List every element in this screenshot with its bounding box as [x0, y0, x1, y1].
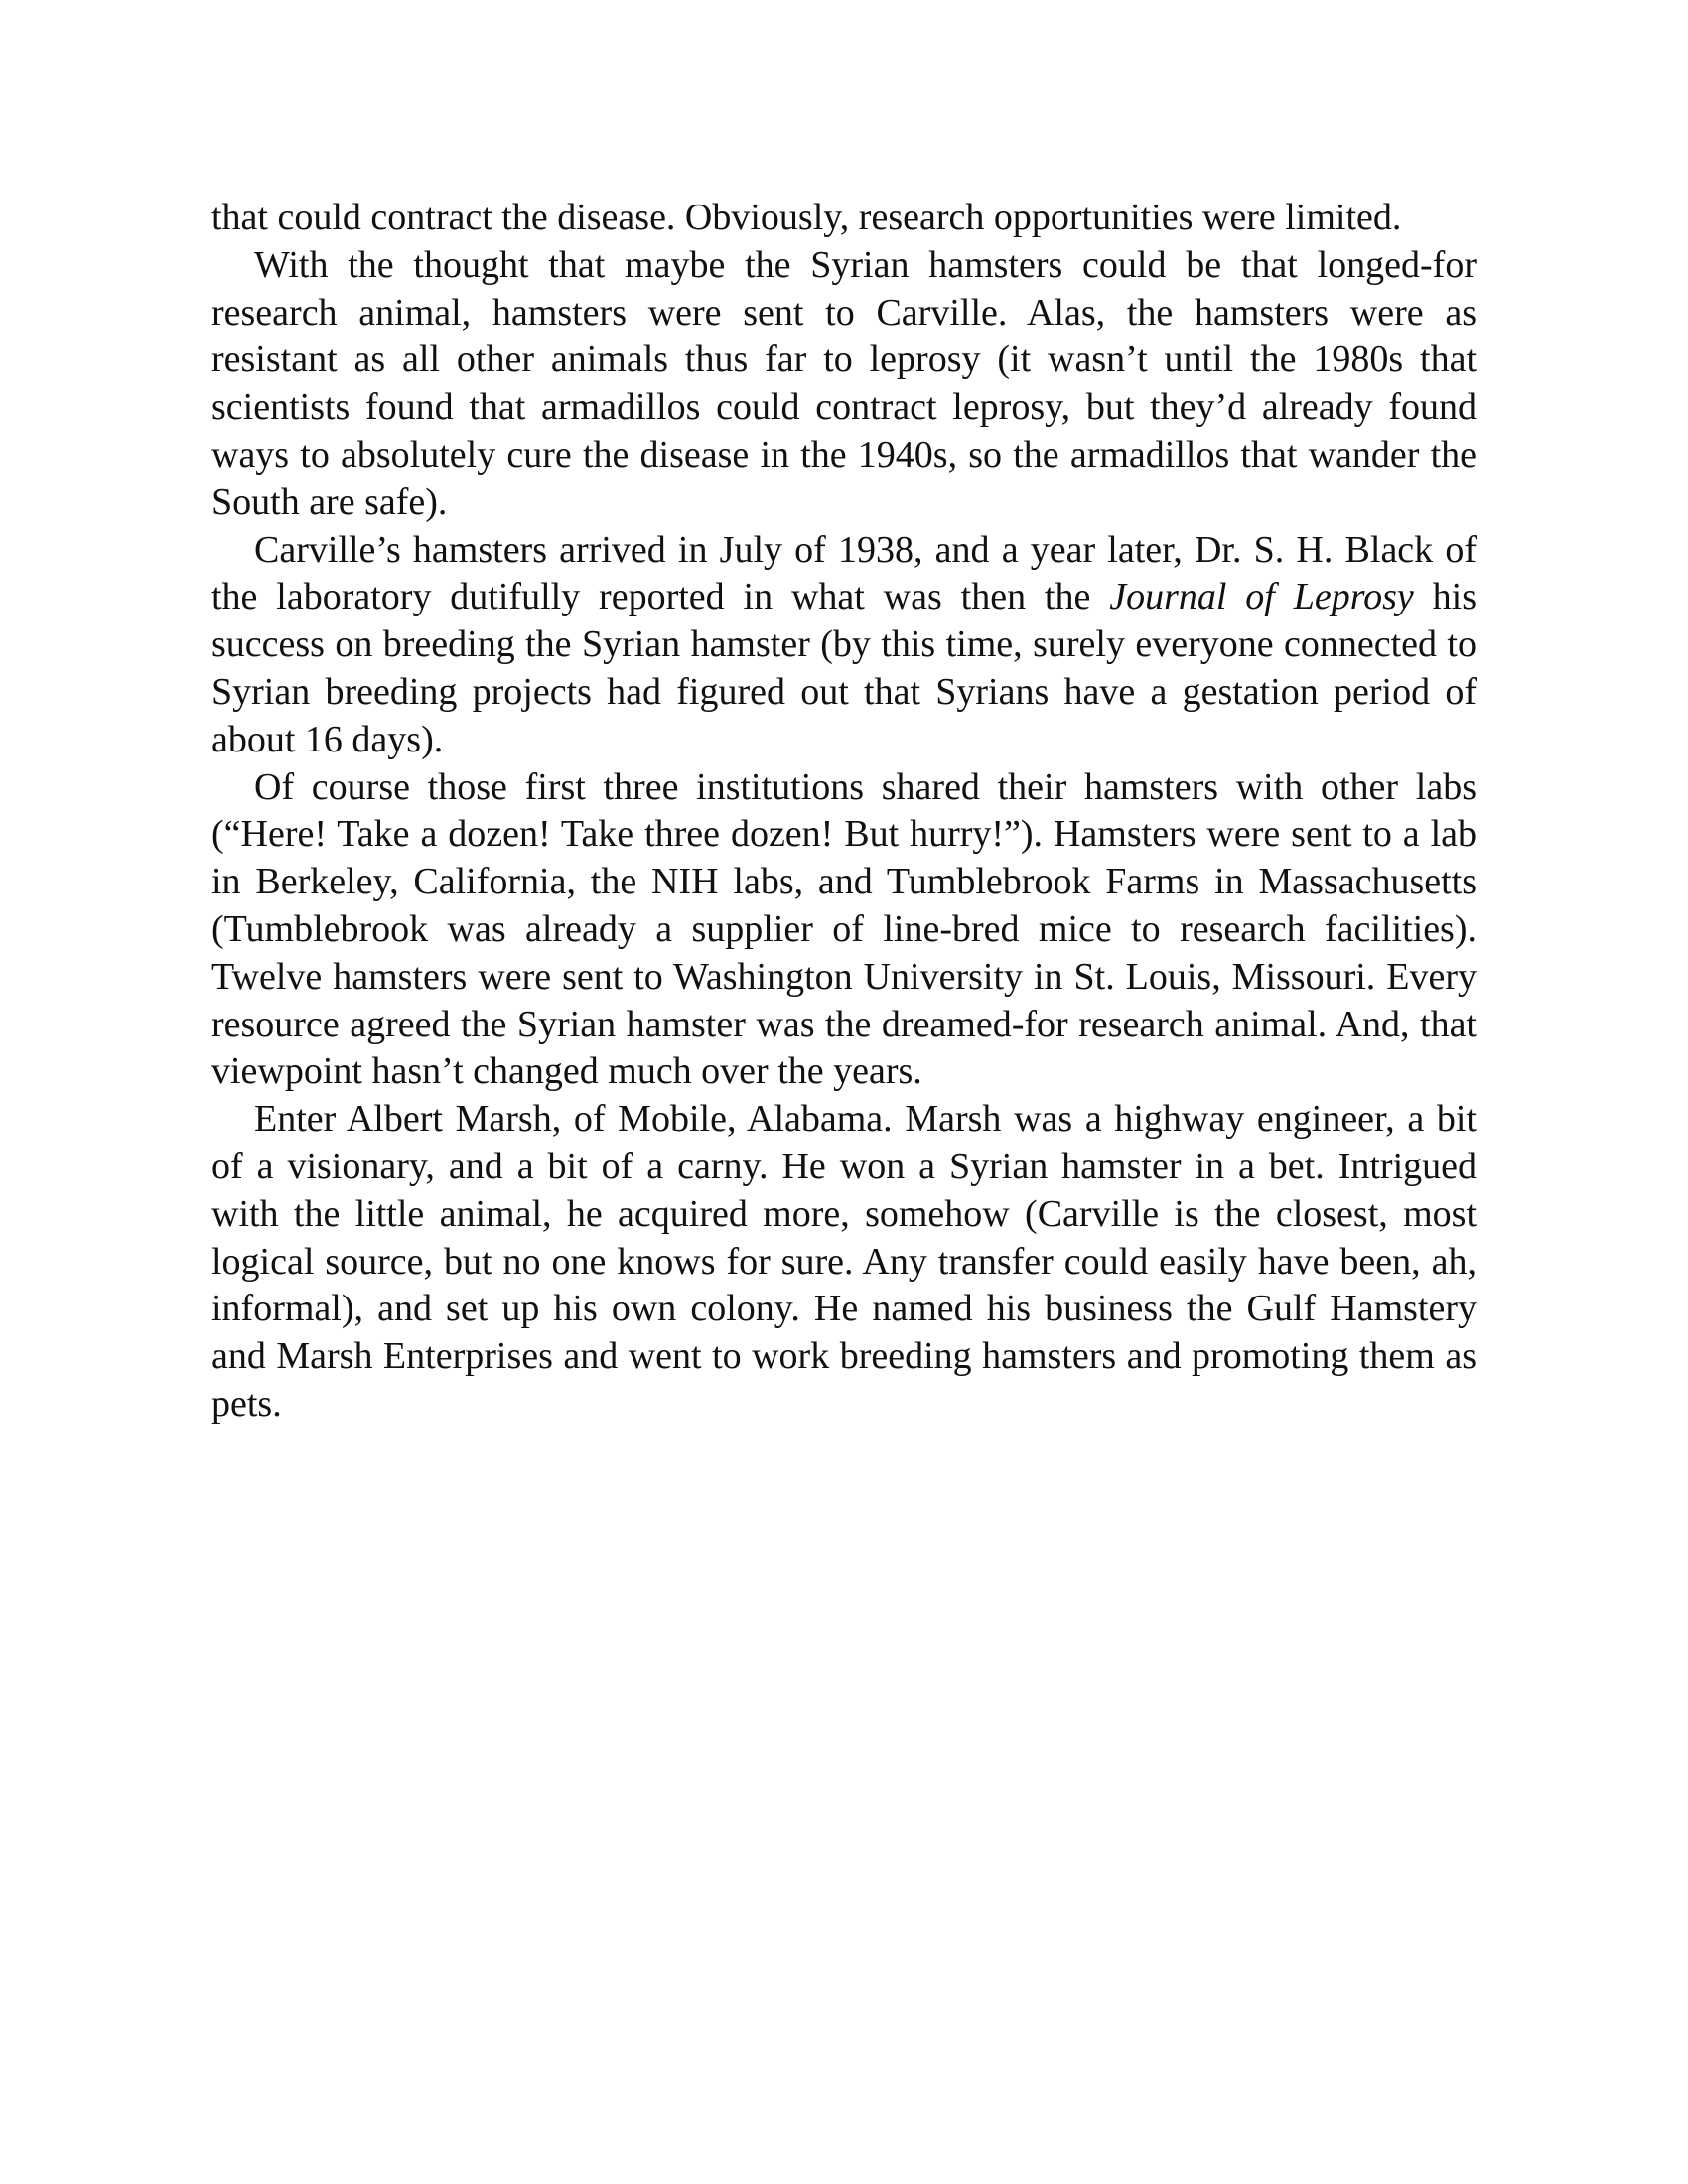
paragraph-journal-report-end: his success on breeding the Syrian hamster (by this time, surely everyone connected to Syrian breeding projects had figured out that Syrians have a gestation period of about 16 days). [211, 576, 1477, 760]
journal-title: Journal of Leprosy [1109, 576, 1414, 618]
paragraph-continued: that could contract the disease. Obviously, research opportunities were limited. [211, 197, 1402, 238]
paragraph-journal-report [211, 527, 1477, 764]
paragraph-institutions: Of course those first three institutions shared their hamsters with other labs (“Here! Take a dozen! Take three dozen! But hurry!”). Hamsters were sent to a lab in Berkeley, California, the NIH labs, and Tumblebrook Farms in Massachusetts (Tumblebrook was already a supplier of line-bred mice to research facilities). Twelve hamsters were sent to Washington University in St. Louis, Missouri. Every resource agreed the Syrian hamster was the dreamed-for research animal. And, that viewpoint hasn’t changed much over the years. [211, 765, 1477, 1093]
paragraph-albert-marsh: Enter Albert Marsh, of Mobile, Alabama. Marsh was a highway engineer, a bit of a visionary, and a bit of a carny. He won a Syrian hamster in a bet. Intrigued with the little animal, he acquired more, somehow (Carville is the closest, most logical source, but no one knows for sure. Any transfer could easily have been, ah, informal), and set up his own colony. He named his business the Gulf Hamstery and Marsh Enterprises and went to work breeding hamsters and promoting them as pets. [211, 1098, 1477, 1425]
paragraph-journal-report-start: Carville’s hamsters arrived in July of 1938, and a year later, Dr. S. H. Black of the laboratory dutifully reported in what was then the [211, 528, 1477, 618]
body-text [211, 195, 1477, 1429]
paragraph-carville-hamsters: With the thought that maybe the Syrian hamsters could be that longed-for research animal, hamsters were sent to Carville. Alas, the hamsters were as resistant as all other animals thus far to leprosy (it wasn’t until the 1980s that scientists found that armadillos could contract leprosy, but they’d already found ways to absolutely cure the disease in the 1940s, so the armadillos that wander the South are safe). [211, 243, 1477, 523]
